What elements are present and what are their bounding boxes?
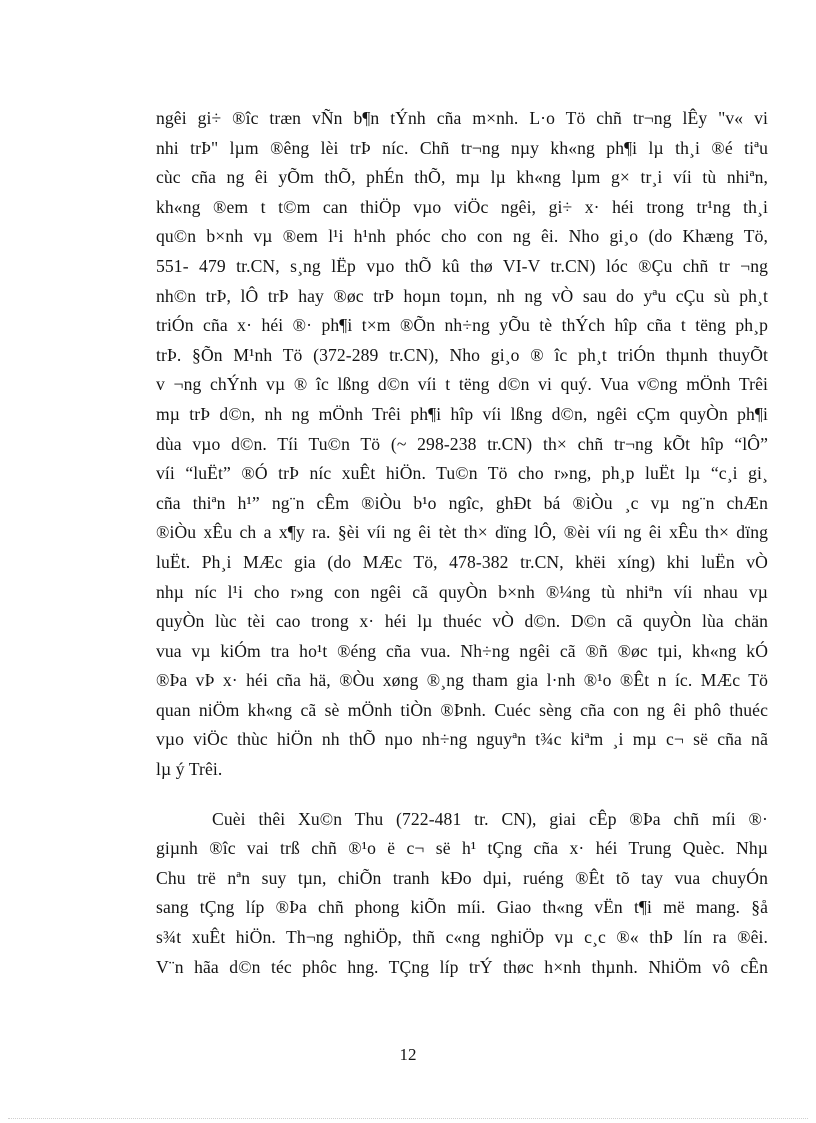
text-line: quyÒn lùc tèi cao trong x· héi lµ thuéc vÒ d©n. D©n cã quyÒn lùa chän [156, 611, 768, 632]
text-line: kh«ng ®em t t©m can thiÖp vµo viÖc ngêi, gi÷ x· héi trong tr¹ng th¸i [156, 196, 768, 217]
text-line: Chu trë nªn suy tµn, chiÕn tranh kÐo dµi, ruéng ®Êt tõ tay vua chuyÓn [156, 867, 768, 888]
text-line: v ¬ng chÝnh vµ ® îc lßng d©n víi t tëng d©n vi quý. Vua v©ng mÖnh Trêi [156, 374, 768, 395]
text-line: luËt. Ph¸i MÆc gia (do MÆc Tö, 478-382 tr.CN, khëi xíng) khi luËn vÒ [156, 551, 768, 572]
text-line: triÓn cña x· héi ®· ph¶i t×m ®Õn nh÷ng yÕu tè thÝch hîp cña t tëng ph¸p [156, 315, 768, 336]
text-line: vµo viÖc thùc hiÖn nh thÕ nµo nh÷ng nguyªn t¾c kiªm ¸i mµ c¬ së cña nã [156, 729, 768, 750]
text-line: ®Þa vÞ x· héi cña hä, ®Òu xøng ®¸ng tham gia l·nh ®¹o ®Êt n íc. MÆc Tö [156, 670, 768, 691]
text-line: cña thiªn h¹” ng¨n cÊm ®iÒu b¹o ngîc, ghÐt bá ®iÒu ¸c vµ ng¨n chÆn [156, 492, 768, 513]
text-line: dùa vµo d©n. Tíi Tu©n Tö (~ 298-238 tr.CN) th× chñ tr¬ng kÕt hîp “lÔ” [156, 433, 768, 454]
paragraph-2 [156, 805, 768, 983]
text-line: trÞ. §Õn M¹nh Tö (372-289 tr.CN), Nho gi¸o ® îc ph¸t triÓn thµnh thuyÕt [156, 344, 768, 365]
text-line: qu©n b×nh vµ ®em l¹i h¹nh phóc cho con ng êi. Nho gi¸o (do Khæng Tö, [156, 226, 768, 247]
paragraph-1 [156, 104, 768, 785]
text-line: mµ trÞ d©n, nh ng mÖnh Trêi ph¶i hîp víi lßng d©n, ngêi cÇm quyÒn ph¶i [156, 403, 768, 424]
text-line: V¨n hãa d©n téc phôc hng. TÇng líp trÝ thøc h×nh thµnh. NhiÖm vô cÊn [156, 956, 768, 977]
paragraph-gap [156, 785, 768, 805]
text-line: quan niÖm kh«ng cã sè mÖnh tiÒn ®Þnh. Cuéc sèng cña con ng êi phô thuéc [156, 699, 768, 720]
text-line: 551- 479 tr.CN, s¸ng lËp vµo thÕ kû thø VI-V tr.CN) lóc ®Çu chñ tr ¬ng [156, 255, 768, 276]
page-bottom-divider [8, 1118, 808, 1119]
text-line: sang tÇng líp ®Þa chñ phong kiÕn míi. Giao th«ng vËn t¶i më mang. §å [156, 897, 768, 918]
text-line: cùc cña ng êi yÕm thÕ, phÉn thÕ, mµ lµ kh«ng lµm g× tr¸i víi tù nhiªn, [156, 167, 768, 188]
text-line: nh©n trÞ, lÔ trÞ hay ®øc trÞ hoµn toµn, nh ng vÒ sau do yªu cÇu sù ph¸t [156, 285, 768, 306]
page-number: 12 [399, 1045, 417, 1064]
text-line: víi “luËt” ®Ó trÞ níc xuÊt hiÖn. Tu©n Tö cho r»ng, ph¸p luËt lµ “c¸i gi¸ [156, 463, 768, 484]
text-line: vua vµ kiÓm tra ho¹t ®éng cña vua. Nh÷ng ngêi cã ®ñ ®øc tµi, kh«ng kÓ [156, 640, 768, 661]
text-line: s¾t xuÊt hiÖn. Th¬ng nghiÖp, thñ c«ng nghiÖp vµ c¸c ®« thÞ lín ra ®êi. [156, 927, 768, 948]
text-line: lµ ý Trêi. [156, 759, 223, 780]
text-line: Cuèi thêi Xu©n Thu (722-481 tr. CN), giai cÊp ®Þa chñ míi ®· [212, 808, 768, 829]
text-line: nhi trÞ" lµm ®êng lèi trÞ níc. Chñ tr¬ng nµy kh«ng ph¶i lµ th¸i ®é tiªu [156, 137, 768, 158]
body-text [156, 104, 768, 982]
text-line: ®iÒu xÊu ch a x¶y ra. §èi víi ng êi tèt th× dïng lÔ, ®èi víi ng êi xÊu th× dïng [156, 522, 768, 543]
text-line: ngêi gi÷ ®îc træn vÑn b¶n tÝnh cña m×nh. L·o Tö chñ tr¬ng lÊy "v« vi [156, 108, 768, 128]
text-line: giµnh ®îc vai trß chñ ®¹o ë c¬ së h¹ tÇng cña x· héi Trung Quèc. Nhµ [156, 838, 768, 859]
text-line: nhµ níc l¹i cho r»ng con ngêi cã quyÒn b×nh ®¼ng tù nhiªn víi nhau vµ [156, 581, 768, 602]
